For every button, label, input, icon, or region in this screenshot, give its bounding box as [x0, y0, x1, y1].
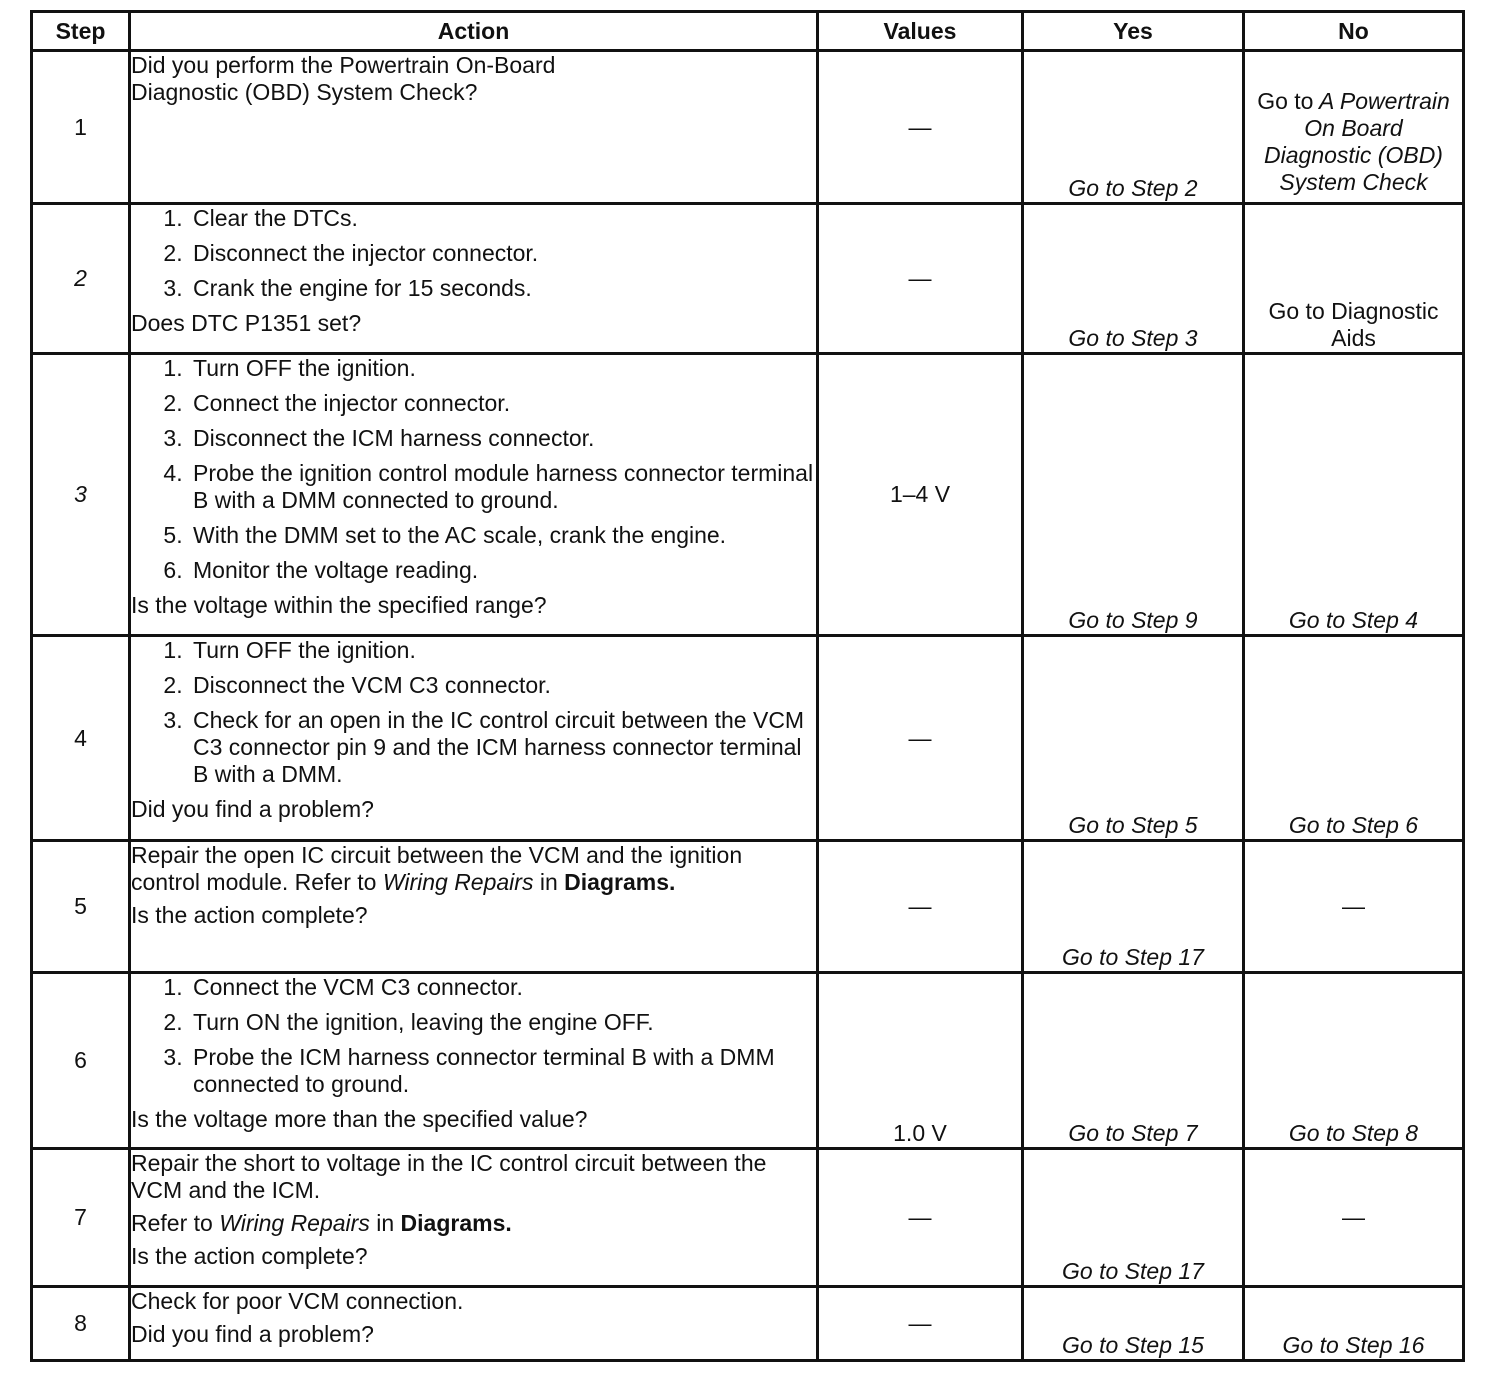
header-row — [32, 12, 1464, 51]
value-cell: 1–4 V — [818, 354, 1023, 636]
yes-cell: Go to Step 9 — [1023, 354, 1244, 636]
action-text — [131, 1210, 816, 1237]
no-cell: Go to Step 6 — [1244, 636, 1464, 841]
table-row-step-6 — [32, 973, 1464, 1149]
action-question: Did you find a problem? — [131, 1321, 374, 1347]
no-cell: Go to Diagnostic Aids — [1244, 204, 1464, 354]
action-text — [131, 842, 816, 896]
diagrams-ref: Diagrams. — [564, 869, 676, 895]
value-cell: — — [818, 1287, 1023, 1361]
action-question: Is the action complete? — [131, 902, 368, 928]
action-question: Is the voltage more than the specified value? — [131, 1106, 588, 1132]
no-cell: Go to Step 16 — [1244, 1287, 1464, 1361]
action-text-a: Repair the short to voltage in the IC control circuit between the VCM and the ICM. — [131, 1150, 767, 1203]
action-text-b: in — [376, 1210, 395, 1236]
diagrams-ref: Diagrams. — [400, 1210, 512, 1236]
header-step: Step — [32, 12, 130, 51]
yes-cell: Go to Step 17 — [1023, 1149, 1244, 1287]
action-text-a: Repair the open IC circuit between the VCM and the ignition control module. Refer to — [131, 842, 743, 895]
action-list — [131, 205, 816, 302]
step-number: 4 — [32, 636, 130, 841]
value-cell: 1.0 V — [818, 973, 1023, 1149]
header-values: Values — [818, 12, 1023, 51]
no-cell: — — [1244, 1149, 1464, 1287]
action-cell — [130, 51, 818, 204]
action-cell — [130, 354, 818, 636]
no-prefix: Go to — [1257, 88, 1314, 114]
yes-cell: Go to Step 5 — [1023, 636, 1244, 841]
action-question: Is the voltage within the specified range? — [131, 592, 547, 618]
no-cell — [1244, 51, 1464, 204]
list-item: 5. With the DMM set to the AC scale, crank the engine. — [189, 522, 816, 549]
list-item: 3. Check for an open in the IC control circuit between the VCM C3 connector pin 9 and the ICM harness connector terminal B with a DMM. — [189, 707, 816, 788]
wiring-repairs-ref: Wiring Repairs — [382, 869, 534, 895]
action-text: Check for poor VCM connection. — [131, 1288, 464, 1314]
list-item: 1. Turn OFF the ignition. — [189, 355, 816, 382]
step-number: 7 — [32, 1149, 130, 1287]
no-cell: Go to Step 8 — [1244, 973, 1464, 1149]
step-number: 2 — [32, 204, 130, 354]
action-cell — [130, 973, 818, 1149]
yes-cell: Go to Step 15 — [1023, 1287, 1244, 1361]
no-cell: Go to Step 4 — [1244, 354, 1464, 636]
yes-cell: Go to Step 2 — [1023, 51, 1244, 204]
list-item: 3. Disconnect the ICM harness connector. — [189, 425, 816, 452]
header-no: No — [1244, 12, 1464, 51]
header-yes: Yes — [1023, 12, 1244, 51]
action-text-b: in — [539, 869, 558, 895]
yes-cell: Go to Step 7 — [1023, 973, 1244, 1149]
no-cell: — — [1244, 841, 1464, 973]
step-number: 1 — [32, 51, 130, 204]
wiring-repairs-ref: Wiring Repairs — [219, 1210, 370, 1236]
list-item: 2. Connect the injector connector. — [189, 390, 816, 417]
action-cell — [130, 636, 818, 841]
value-cell: — — [818, 636, 1023, 841]
table-row-step-8 — [32, 1287, 1464, 1361]
step-number: 6 — [32, 973, 130, 1149]
action-text: Did you perform the Powertrain On-Board Diagnostic (OBD) System Check? — [131, 52, 556, 105]
refer-to: Refer to — [131, 1210, 213, 1236]
list-item: 6. Monitor the voltage reading. — [189, 557, 816, 584]
yes-cell: Go to Step 3 — [1023, 204, 1244, 354]
action-list — [131, 355, 816, 584]
yes-cell: Go to Step 17 — [1023, 841, 1244, 973]
action-cell — [130, 1149, 818, 1287]
list-item: 2. Disconnect the injector connector. — [189, 240, 816, 267]
action-question: Is the action complete? — [131, 1243, 368, 1269]
step-number: 8 — [32, 1287, 130, 1361]
diagnostic-table — [30, 10, 1465, 1362]
table-row-step-1 — [32, 51, 1464, 204]
table-row-step-5 — [32, 841, 1464, 973]
step-number: 3 — [32, 354, 130, 636]
list-item: 1. Clear the DTCs. — [189, 205, 816, 232]
list-item: 3. Probe the ICM harness connector terminal B with a DMM connected to ground. — [189, 1044, 816, 1098]
action-cell — [130, 841, 818, 973]
no-link: A Powertrain On Board Diagnostic (OBD) System Check — [1264, 88, 1450, 195]
action-question: Did you find a problem? — [131, 796, 374, 822]
list-item: 4. Probe the ignition control module harness connector terminal B with a DMM connected to ground. — [189, 460, 816, 514]
step-number: 5 — [32, 841, 130, 973]
table-row-step-7 — [32, 1149, 1464, 1287]
header-action: Action — [130, 12, 818, 51]
action-question: Does DTC P1351 set? — [131, 310, 362, 336]
list-item: 1. Turn OFF the ignition. — [189, 637, 816, 664]
action-cell — [130, 204, 818, 354]
list-item: 2. Turn ON the ignition, leaving the engine OFF. — [189, 1009, 816, 1036]
list-item: 3. Crank the engine for 15 seconds. — [189, 275, 816, 302]
table-row-step-3 — [32, 354, 1464, 636]
table-row-step-2 — [32, 204, 1464, 354]
list-item: 1. Connect the VCM C3 connector. — [189, 974, 816, 1001]
action-cell — [130, 1287, 818, 1361]
action-list — [131, 637, 816, 788]
value-cell: — — [818, 204, 1023, 354]
value-cell: — — [818, 841, 1023, 973]
value-cell: — — [818, 51, 1023, 204]
list-item: 2. Disconnect the VCM C3 connector. — [189, 672, 816, 699]
table-row-step-4 — [32, 636, 1464, 841]
action-list — [131, 974, 816, 1098]
value-cell: — — [818, 1149, 1023, 1287]
